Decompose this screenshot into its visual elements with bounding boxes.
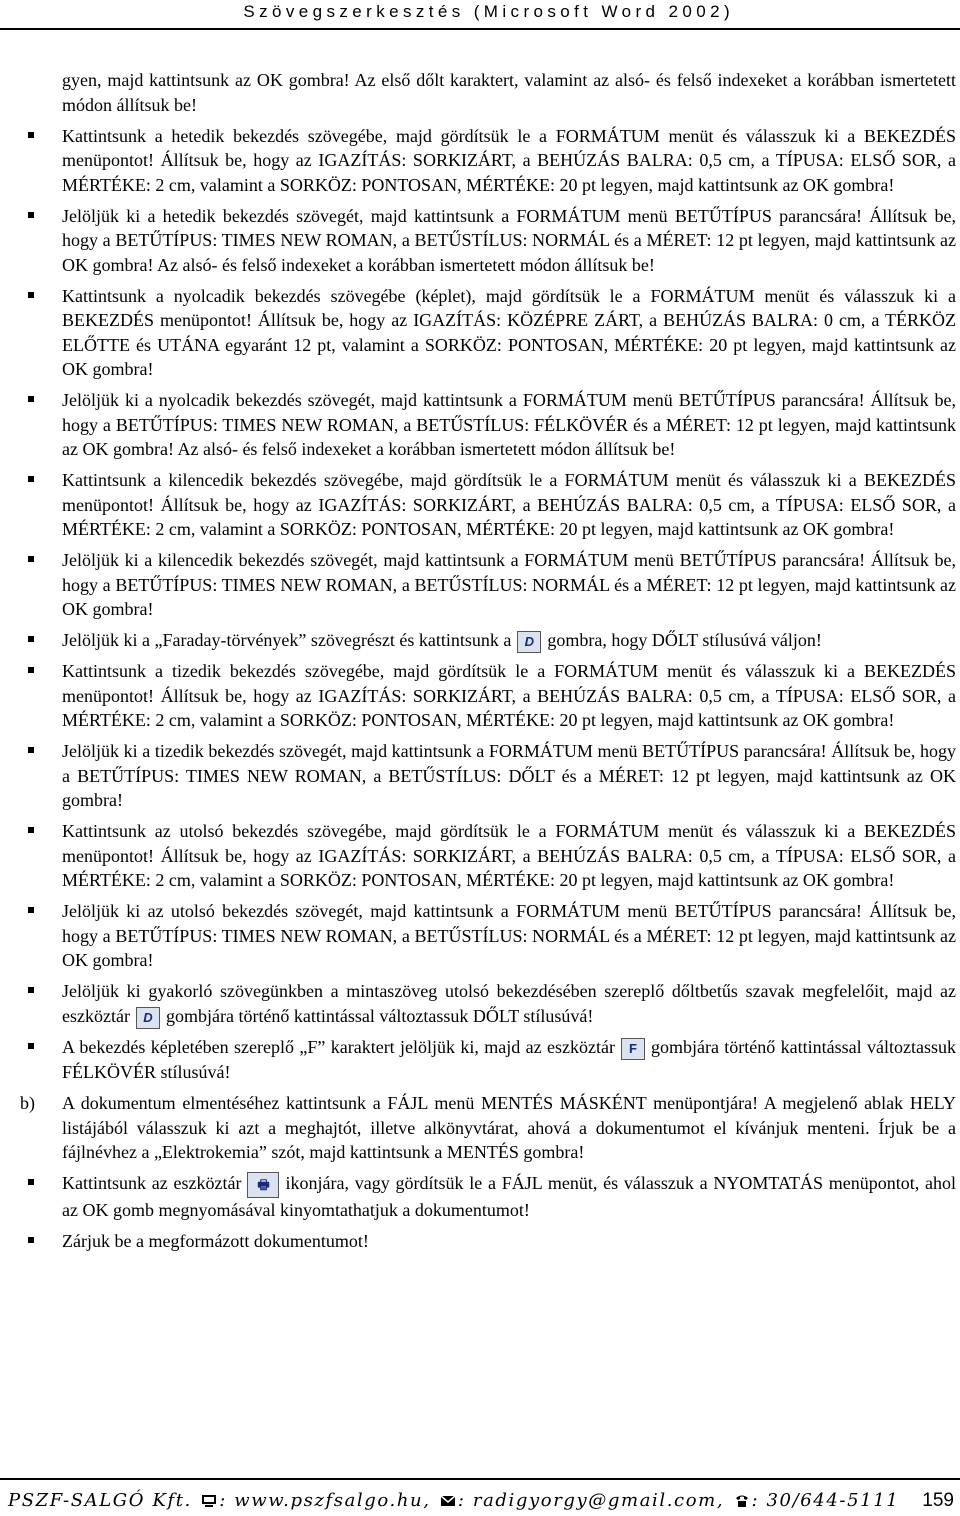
item-text: Kattintsunk az utolsó bekezdés szövegébe, majd gördítsük le a FORMÁTUM menüt és válasszuk ki a BEKEZDÉS menüpontot! Állítsuk be, hogy az IGAZÍTÁS: SORKIZÁRT, a BEHÚZÁS BALRA: 0,5 cm, a TÍPUSA: ELSŐ SOR, a MÉRTÉKE: 2 cm, valamint a SORKÖZ: PONTOSAN, MÉRTÉKE: 20 pt legyen, majd kattintsunk az OK gombra!: [62, 821, 956, 891]
item-text: Jelöljük ki a „Faraday-törvények” szövegrészt és kattintsunk a: [62, 630, 512, 650]
printer-icon: 🖶: [247, 1172, 279, 1198]
phone-icon: [734, 1494, 750, 1508]
bullet-marker: [28, 396, 34, 402]
item-text: gombjára történő kattintással változtassuk DŐLT stílusúvá!: [165, 1005, 594, 1026]
footer-phone: : 30/644-5111: [751, 1490, 900, 1511]
bullet-marker: [28, 667, 34, 673]
bullet-item: [20, 1171, 956, 1222]
bullet-marker: [28, 1043, 34, 1049]
bullet-marker: [28, 747, 34, 753]
item-text: Jelöljük ki gyakorló szövegünkben a mintaszöveg utolsó bekezdésében szereplő dőltbetűs szavak megfelelőit, majd az eszköztár: [62, 981, 956, 1026]
item-text: Jelöljük ki a nyolcadik bekezdés szövegét, majd kattintsunk a FORMÁTUM menü BETŰTÍPUS parancsára! Állítsuk be, hogy a BETŰTÍPUS: TIMES NEW ROMAN, a BETŰSTÍLUS: FÉLKÖVÉR és a MÉRET: 12 pt legyen, majd kattintsunk az OK gombra! Az alsó- és felső indexeket a korábban ismertetett módon állítsuk be!: [62, 390, 956, 459]
item-text: A bekezdés képletében szereplő „F” karaktert jelöljük ki, majd az eszköztár: [62, 1037, 615, 1058]
footer-company: PSZF-SALGÓ Kft.: [8, 1490, 192, 1511]
bullet-item: [20, 1229, 956, 1254]
item-text: gyen, majd kattintsunk az OK gombra! Az első dőlt karaktert, valamint az alsó- és felső indexeket a korábban ismertetett módon állítsuk be!: [62, 70, 956, 115]
footer-email: : radigyorgy@gmail.com,: [457, 1490, 725, 1511]
bullet-item: [20, 548, 956, 622]
footer-rule: [0, 1478, 960, 1480]
bullet-item: [20, 739, 956, 813]
bullet-item: [20, 628, 956, 653]
bullet-marker: [28, 132, 34, 138]
email-icon: [440, 1494, 456, 1508]
item-text: Jelöljük ki a kilencedik bekezdés szövegét, majd kattintsunk a FORMÁTUM menü BETŰTÍPUS parancsára! Állítsuk be, hogy a BETŰTÍPUS: TIMES NEW ROMAN, a BETŰSTÍLUS: NORMÁL és a MÉRET: 12 pt legyen, majd kattintsunk az OK gombra!: [62, 550, 956, 619]
italic-D-icon: D: [136, 1007, 160, 1029]
header-title: Szövegszerkesztés (Microsoft Word 2002): [243, 2, 734, 21]
bullet-item: [20, 1035, 956, 1084]
bullet-item: [20, 659, 956, 733]
bullet-item: [20, 284, 956, 382]
bullet-item: [20, 819, 956, 893]
item-text: gombjára történő kattintással változtassuk FÉLKÖVÉR stílusúvá!: [62, 1037, 956, 1083]
bullet-marker: [28, 1237, 34, 1243]
italic-D-icon: D: [517, 631, 541, 653]
bullet-marker: [28, 212, 34, 218]
footer-web: : www.pszfsalgo.hu,: [219, 1490, 431, 1511]
continued-paragraph: [20, 68, 956, 117]
item-text: gombra, hogy DŐLT stílusúvá váljon!: [547, 630, 822, 650]
bullet-marker: [28, 636, 34, 642]
computer-icon: [201, 1494, 217, 1508]
page-footer: [0, 1478, 960, 1516]
item-text: Kattintsunk az eszköztár: [62, 1173, 242, 1194]
page-number: 159: [922, 1490, 954, 1511]
item-text: Jelöljük ki az utolsó bekezdés szövegét, majd kattintsunk a FORMÁTUM menü BETŰTÍPUS parancsára! Állítsuk be, hogy a BETŰTÍPUS: TIMES NEW ROMAN, a BETŰSTÍLUS: NORMÁL és a MÉRET: 12 pt legyen, majd kattintsunk az OK gombra!: [62, 901, 956, 971]
item-text: Kattintsunk a hetedik bekezdés szövegébe, majd gördítsük le a FORMÁTUM menüt és válasszuk ki a BEKEZDÉS menüpontot! Állítsuk be, hogy az IGAZÍTÁS: SORKIZÁRT, a BEHÚZÁS BALRA: 0,5 cm, a TÍPUSA: ELSŐ SOR, a MÉRTÉKE: 2 cm, valamint a SORKÖZ: PONTOSAN, MÉRTÉKE: 20 pt legyen, majd kattintsunk az OK gombra!: [62, 125, 956, 195]
bullet-marker: [28, 827, 34, 833]
item-text: Zárjuk be a megformázott dokumentumot!: [62, 1231, 369, 1251]
bullet-item: [20, 468, 956, 542]
bullet-item: [20, 204, 956, 278]
document-body: [20, 68, 956, 1260]
item-text: Kattintsunk a tizedik bekezdés szövegébe, majd gördítsük le a FORMÁTUM menüt és válasszuk ki a BEKEZDÉS menüpontot! Állítsuk be, hogy az IGAZÍTÁS: SORKIZÁRT, a BEHÚZÁS BALRA: 0,5 cm, a TÍPUSA: ELSŐ SOR, a MÉRTÉKE: 2 cm, valamint a SORKÖZ: PONTOSAN, MÉRTÉKE: 20 pt legyen, majd kattintsunk az OK gombra!: [62, 661, 956, 731]
item-text: Kattintsunk a kilencedik bekezdés szövegébe, majd gördítsük le a FORMÁTUM menüt és válasszuk ki a BEKEZDÉS menüpontot! Állítsuk be, hogy az IGAZÍTÁS: SORKIZÁRT, a BEHÚZÁS BALRA: 0,5 cm, a TÍPUSA: ELSŐ SOR, a MÉRTÉKE: 2 cm, valamint a SORKÖZ: PONTOSAN, MÉRTÉKE: 20 pt legyen, majd kattintsunk az OK gombra!: [62, 470, 956, 539]
item-text: ikonjára, vagy gördítsük le a FÁJL menüt, és válasszuk a NYOMTATÁS menüpontot, ahol az OK gomb megnyomásával kinyomtathatjuk a dokumentumot!: [62, 1173, 956, 1220]
bullet-marker: [28, 556, 34, 562]
item-text: A dokumentum elmentéséhez kattintsunk a FÁJL menü MENTÉS MÁSKÉNT menüpontjára! A megjelenő ablak HELY listájából válasszuk ki azt a meghajtót, illetve alkönyvtárat, ahová a dokumentumot el kívánjuk menteni. Írjuk be a fájlnévhez a „Elektrokemia” szót, majd kattintsunk a MENTÉS gombra!: [62, 1093, 956, 1163]
bullet-item: [20, 124, 956, 198]
bullet-marker: [28, 1179, 34, 1185]
lettered-paragraph: [20, 1091, 956, 1165]
header-rule: [0, 28, 960, 30]
bold-F-icon: F: [621, 1038, 645, 1060]
bullet-marker: [28, 907, 34, 913]
bullet-item: [20, 899, 956, 973]
item-text: Jelöljük ki a hetedik bekezdés szövegét, majd kattintsunk a FORMÁTUM menü BETŰTÍPUS parancsára! Állítsuk be, hogy a BETŰTÍPUS: TIMES NEW ROMAN, a BETŰSTÍLUS: NORMÁL és a MÉRET: 12 pt legyen, majd kattintsunk az OK gombra! Az alsó- és felső indexeket a korábban ismertetett módon állítsuk be!: [62, 205, 956, 275]
bullet-item: [20, 979, 956, 1028]
item-letter: b): [20, 1093, 35, 1114]
item-text: Jelöljük ki a tizedik bekezdés szövegét, majd kattintsunk a FORMÁTUM menü BETŰTÍPUS parancsára! Állítsuk be, hogy a BETŰTÍPUS: TIMES NEW ROMAN, a BETŰSTÍLUS: DŐLT és a MÉRET: 12 pt legyen, majd kattintsunk az OK gombra!: [62, 741, 956, 811]
bullet-marker: [28, 987, 34, 993]
page-header: [0, 0, 960, 30]
bullet-marker: [28, 476, 34, 482]
footer-contact: [8, 1490, 899, 1511]
bullet-marker: [28, 292, 34, 298]
bullet-item: [20, 388, 956, 462]
item-text: Kattintsunk a nyolcadik bekezdés szövegébe (képlet), majd gördítsük le a FORMÁTUM menüt és válasszuk ki a BEKEZDÉS menüpontot! Állítsuk be, hogy az IGAZÍTÁS: KÖZÉPRE ZÁRT, a BEHÚZÁS BALRA: 0 cm, a TÉRKÖZ ELŐTTE és UTÁNA egyaránt 12 pt, valamint a SORKÖZ: PONTOSAN, MÉRTÉKE: 20 pt legyen, majd kattintsunk az OK gombra!: [62, 285, 956, 379]
